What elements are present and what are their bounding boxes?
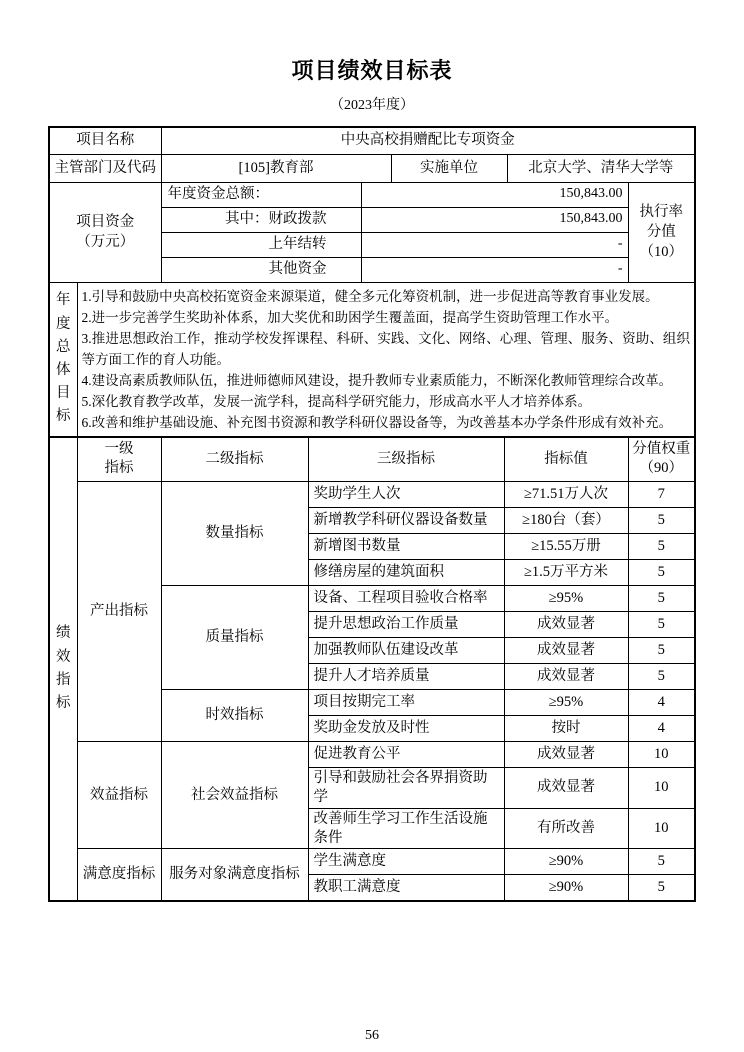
- execution-rate-line1: 执行率: [639, 204, 683, 220]
- indicator-weight: 4: [628, 690, 695, 716]
- annual-goals-text-cell: [77, 282, 695, 437]
- funding-carryover-value: -: [361, 232, 628, 257]
- department-value: [105]教育部: [161, 154, 391, 182]
- indicator-value: 成效显著: [504, 612, 628, 638]
- goal-item: 6.改善和维护基础设施、补充图书资源和教学科研仪器设备等，为改善基本办学条件形成有效补充。: [81, 414, 673, 430]
- indicator-value: ≥90%: [504, 849, 628, 875]
- indicator-weight: 7: [628, 482, 695, 508]
- indicator-weight: 5: [628, 664, 695, 690]
- project-info-table: [48, 126, 696, 438]
- indicator-weight: 4: [628, 716, 695, 742]
- indicator-value: ≥90%: [504, 875, 628, 901]
- indicator-name: 引导和鼓励社会各界捐资助学: [308, 768, 504, 809]
- indicator-weight: 5: [628, 560, 695, 586]
- goal-item: 1.引导和鼓励中央高校拓宽资金来源渠道，健全多元化筹资机制，进一步促进高等教育事业发展。: [81, 288, 659, 304]
- indicator-value: ≥180台（套）: [504, 508, 628, 534]
- indicator-name: 设备、工程项目验收合格率: [308, 586, 504, 612]
- indicator-name: 教职工满意度: [308, 875, 504, 901]
- level2-service: 服务对象满意度指标: [161, 849, 308, 901]
- indicator-value: 成效显著: [504, 742, 628, 768]
- goal-item: 3.推进思想政治工作，推动学校发挥课程、科研、实践、文化、网络、心理、管理、服务、资助、组织等方面工作的育人功能。: [81, 330, 691, 367]
- indicator-row: [49, 742, 695, 768]
- page-subtitle: （2023年度）: [330, 98, 414, 113]
- indicator-name: 促进教育公平: [308, 742, 504, 768]
- funding-total-value: 150,843.00: [361, 182, 628, 207]
- funding-section-label: [49, 182, 161, 282]
- indicator-name: 奖助金发放及时性: [308, 716, 504, 742]
- indicator-value: 成效显著: [504, 638, 628, 664]
- indicator-name: 改善师生学习工作生活设施条件: [308, 808, 504, 849]
- department-row: [49, 154, 695, 182]
- indicator-value: ≥15.55万册: [504, 534, 628, 560]
- indicators-table: [48, 436, 696, 902]
- header-level1: [77, 437, 161, 482]
- header-level3: 三级指标: [308, 437, 504, 482]
- project-name-row: [49, 127, 695, 154]
- indicator-value: ≥95%: [504, 690, 628, 716]
- indicator-weight: 10: [628, 768, 695, 809]
- funding-label-line1: 项目资金: [76, 214, 135, 230]
- indicator-weight: 5: [628, 534, 695, 560]
- indicator-value: ≥1.5万平方米: [504, 560, 628, 586]
- execution-rate-cell: [628, 182, 695, 282]
- goal-item: 4.建设高素质教师队伍，推进师德师风建设，提升教师专业素质能力，不断深化教师管理综合改革。: [81, 372, 673, 388]
- level1-benefit: 效益指标: [77, 742, 161, 849]
- goal-item: 2.进一步完善学生奖助补体系，加大奖优和助困学生覆盖面，提高学生资助管理工作水平。: [81, 309, 619, 325]
- header-level2: 二级指标: [161, 437, 308, 482]
- level2-social: 社会效益指标: [161, 742, 308, 849]
- indicator-name: 项目按期完工率: [308, 690, 504, 716]
- level2-quality: 质量指标: [161, 586, 308, 690]
- header-level1-line1: 一级: [104, 441, 134, 458]
- funding-label-line2: （万元）: [76, 234, 135, 250]
- indicator-value: 成效显著: [504, 664, 628, 690]
- indicator-row: [49, 482, 695, 508]
- header-value: 指标值: [504, 437, 628, 482]
- annual-goals-side-label: 年度总体目标: [56, 292, 71, 425]
- implementing-unit-label: 实施单位: [391, 154, 507, 182]
- indicators-header-row: [49, 437, 695, 482]
- indicator-name: 加强教师队伍建设改革: [308, 638, 504, 664]
- level1-satisfaction: 满意度指标: [77, 849, 161, 901]
- funding-carryover-label: 上年结转: [161, 232, 361, 257]
- indicator-value: ≥71.51万人次: [504, 482, 628, 508]
- indicators-side-label-cell: [49, 437, 77, 901]
- funding-row-total: [49, 182, 695, 207]
- annual-goals-side-label-cell: [49, 282, 77, 437]
- indicator-name: 提升人才培养质量: [308, 664, 504, 690]
- execution-rate-line3: （10）: [639, 244, 683, 260]
- indicator-name: 奖助学生人次: [308, 482, 504, 508]
- annual-goals-row: [49, 282, 695, 437]
- page-number: 56: [365, 1027, 379, 1043]
- indicator-weight: 5: [628, 875, 695, 901]
- indicator-value: 按时: [504, 716, 628, 742]
- funding-fiscal-label: 其中：财政拨款: [161, 207, 361, 232]
- indicator-name: 新增教学科研仪器设备数量: [308, 508, 504, 534]
- indicator-name: 提升思想政治工作质量: [308, 612, 504, 638]
- indicator-weight: 10: [628, 808, 695, 849]
- indicator-value: 有所改善: [504, 808, 628, 849]
- indicators-side-label: 绩效指标: [56, 625, 71, 711]
- funding-total-label: 年度资金总额：: [161, 182, 361, 207]
- indicator-weight: 10: [628, 742, 695, 768]
- indicator-weight: 5: [628, 849, 695, 875]
- header-level1-line2: 指标: [104, 460, 134, 477]
- header-weight-line1: 分值权重: [632, 441, 691, 458]
- level2-quantity: 数量指标: [161, 482, 308, 586]
- indicator-name: 新增图书数量: [308, 534, 504, 560]
- indicator-name: 修缮房屋的建筑面积: [308, 560, 504, 586]
- page-title: 项目绩效目标表: [291, 58, 453, 83]
- level2-timeliness: 时效指标: [161, 690, 308, 742]
- indicator-value: ≥95%: [504, 586, 628, 612]
- funding-other-value: -: [361, 257, 628, 282]
- goal-item: 5.深化教育教学改革，发展一流学科，提高科学研究能力，形成高水平人才培养体系。: [81, 393, 592, 409]
- indicator-value: 成效显著: [504, 768, 628, 809]
- indicator-weight: 5: [628, 586, 695, 612]
- department-label: 主管部门及代码: [49, 154, 161, 182]
- implementing-unit-value: 北京大学、清华大学等: [507, 154, 695, 182]
- indicator-weight: 5: [628, 638, 695, 664]
- header-weight: [628, 437, 695, 482]
- indicator-weight: 5: [628, 612, 695, 638]
- project-name-value: 中央高校捐赠配比专项资金: [161, 127, 695, 154]
- funding-fiscal-value: 150,843.00: [361, 207, 628, 232]
- funding-other-label: 其他资金: [161, 257, 361, 282]
- header-weight-line2: （90）: [639, 460, 683, 477]
- execution-rate-line2: 分值: [646, 224, 676, 240]
- indicator-row: [49, 849, 695, 875]
- indicator-weight: 5: [628, 508, 695, 534]
- project-name-label: 项目名称: [49, 127, 161, 154]
- indicator-name: 学生满意度: [308, 849, 504, 875]
- level1-output: 产出指标: [77, 482, 161, 742]
